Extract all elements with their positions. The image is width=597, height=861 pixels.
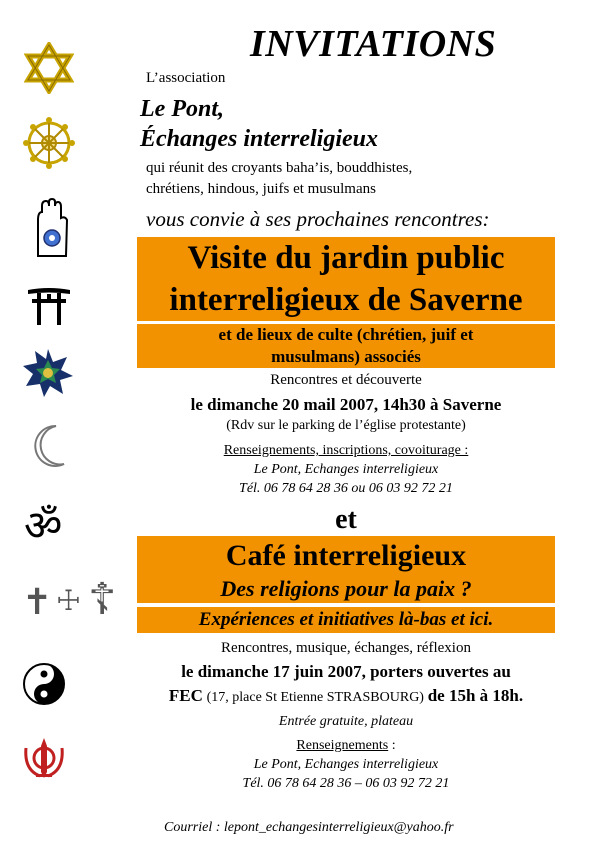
association-description [146, 158, 412, 200]
star-of-david-icon [24, 42, 74, 94]
separator-et: et [335, 504, 357, 535]
event2-venue: FEC [168, 686, 203, 705]
association-intro: L’association [146, 70, 226, 86]
event2-hours: de 15h à 18h. [427, 686, 524, 705]
om-icon: ॐ [24, 501, 63, 550]
jain-hand-icon [32, 198, 70, 258]
event1-subtitle-line1: et de lieux de culte (chrétien, juif et [218, 325, 474, 344]
event1-contact-org: Le Pont, Echanges interreligieux [253, 462, 439, 477]
event1-contact-phone: Tél. 06 78 64 28 36 ou 06 03 92 72 21 [239, 481, 453, 496]
event2-address: (17, place St Etienne STRASBOURG) [206, 690, 424, 705]
event1-subtitle-line2: musulmans) associés [271, 347, 421, 366]
crescent-icon [32, 424, 68, 468]
event2-when-line2 [137, 686, 555, 706]
event2-entry: Entrée gratuite, plateau [278, 714, 414, 729]
dharma-wheel-icon [22, 116, 76, 170]
yin-yang-icon [22, 662, 66, 706]
event2-contact-heading-line [137, 738, 555, 754]
event1-when: le dimanche 20 mail 2007, 14h30 à Saverne [190, 395, 502, 414]
event2-subtitle2: Expériences et initiatives là-bas et ici. [137, 607, 555, 633]
association-desc-line1: qui réunit des croyants baha’is, bouddhistes, [146, 160, 413, 176]
event2-kind: Rencontres, musique, échanges, réflexion [221, 640, 471, 656]
event1-kind: Rencontres et découverte [270, 372, 422, 388]
event2-contact-heading: Renseignements [296, 738, 389, 753]
bahai-star-icon [22, 348, 74, 398]
event1-contact-heading: Renseignements, inscriptions, covoiturage : [223, 443, 469, 458]
invite-line: vous convie à ses prochaines rencontres: [146, 207, 490, 231]
association-name [140, 94, 378, 154]
email-line: Courriel : lepont_echangesinterreligieux@yahoo.fr [164, 820, 454, 835]
event1-meeting-point: (Rdv sur le parking de l’église protestante) [226, 418, 466, 433]
event2-subtitle: Des religions pour la paix ? [137, 575, 555, 603]
crosses-icon: ✝ ☩ ☦ [22, 574, 117, 625]
event2-contact-colon: : [388, 738, 396, 753]
event1-subtitle [137, 324, 555, 368]
association-desc-line2: chrétiens, hindous, juifs et musulmans [146, 181, 376, 197]
association-name-line1: Le Pont, [140, 96, 224, 122]
event1-title-line2: interreligieux de Saverne [169, 282, 523, 318]
event1-title [137, 237, 555, 321]
torii-icon [26, 286, 72, 326]
association-name-line2: Échanges interreligieux [140, 126, 379, 152]
event2-contact-phone: Tél. 06 78 64 28 36 – 06 03 92 72 21 [242, 776, 450, 791]
khanda-icon [22, 736, 66, 782]
page-title: INVITATIONS [250, 23, 497, 65]
event2-contact-org: Le Pont, Echanges interreligieux [253, 757, 439, 772]
event2-title: Café interreligieux [137, 536, 555, 576]
event2-when-line1: le dimanche 17 juin 2007, porters ouvertes au [181, 662, 511, 681]
event1-title-line1: Visite du jardin public [187, 240, 505, 276]
